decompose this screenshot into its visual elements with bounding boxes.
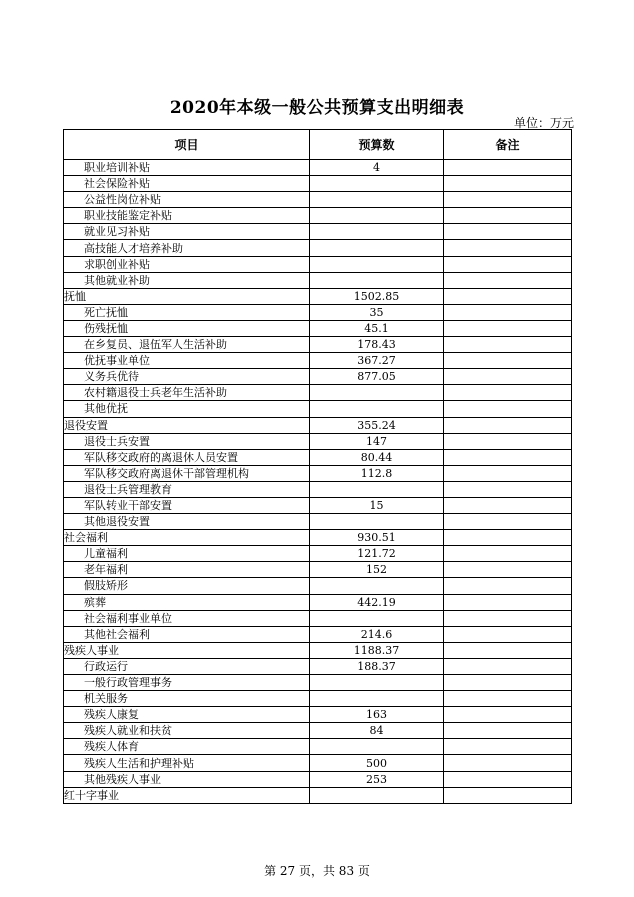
row-remark xyxy=(444,337,572,353)
row-amount xyxy=(310,610,444,626)
row-remark xyxy=(444,546,572,562)
row-amount: 4 xyxy=(310,160,444,176)
row-remark xyxy=(444,610,572,626)
row-item-label: 职业培训补贴 xyxy=(64,160,310,176)
table-row xyxy=(64,739,572,755)
row-amount: 163 xyxy=(310,707,444,723)
row-remark xyxy=(444,385,572,401)
row-item-label: 军队移交政府的离退休人员安置 xyxy=(64,449,310,465)
row-amount xyxy=(310,192,444,208)
table-row xyxy=(64,594,572,610)
row-item-label: 退役士兵安置 xyxy=(64,433,310,449)
row-remark xyxy=(444,417,572,433)
table-row xyxy=(64,723,572,739)
row-amount xyxy=(310,385,444,401)
row-amount: 45.1 xyxy=(310,320,444,336)
page-number: 第 27 页，共 83 页 xyxy=(264,864,370,878)
column-header-item: 项目 xyxy=(64,130,310,160)
row-item-label: 一般行政管理事务 xyxy=(64,675,310,691)
row-amount: 930.51 xyxy=(310,530,444,546)
row-remark xyxy=(444,240,572,256)
row-amount: 15 xyxy=(310,497,444,513)
table-row xyxy=(64,224,572,240)
row-amount: 367.27 xyxy=(310,353,444,369)
table-row xyxy=(64,691,572,707)
row-item-label: 伤残抚恤 xyxy=(64,320,310,336)
table-row xyxy=(64,465,572,481)
table-row xyxy=(64,578,572,594)
row-amount: 121.72 xyxy=(310,546,444,562)
page-title: 2020年本级一般公共预算支出明细表 xyxy=(169,98,465,118)
unit-label: 单位：万元 xyxy=(513,116,574,130)
table-row xyxy=(64,353,572,369)
row-amount: 35 xyxy=(310,304,444,320)
table-header-row xyxy=(64,130,572,160)
row-item-label: 残疾人体育 xyxy=(64,739,310,755)
row-item-label: 抚恤 xyxy=(64,288,310,304)
row-remark xyxy=(444,530,572,546)
row-amount: 877.05 xyxy=(310,369,444,385)
row-remark xyxy=(444,578,572,594)
row-amount: 80.44 xyxy=(310,449,444,465)
row-amount xyxy=(310,481,444,497)
row-remark xyxy=(444,401,572,417)
row-remark xyxy=(444,739,572,755)
row-amount xyxy=(310,176,444,192)
row-remark xyxy=(444,433,572,449)
row-item-label: 社会福利 xyxy=(64,530,310,546)
table-row xyxy=(64,497,572,513)
table-row xyxy=(64,401,572,417)
table-row xyxy=(64,562,572,578)
row-item-label: 殡葬 xyxy=(64,594,310,610)
row-item-label: 高技能人才培养补助 xyxy=(64,240,310,256)
table-row xyxy=(64,369,572,385)
row-remark xyxy=(444,707,572,723)
row-amount: 500 xyxy=(310,755,444,771)
row-item-label: 职业技能鉴定补贴 xyxy=(64,208,310,224)
row-item-label: 机关服务 xyxy=(64,691,310,707)
table-row xyxy=(64,514,572,530)
row-remark xyxy=(444,658,572,674)
row-amount xyxy=(310,224,444,240)
table-row xyxy=(64,288,572,304)
row-item-label: 儿童福利 xyxy=(64,546,310,562)
row-amount: 214.6 xyxy=(310,626,444,642)
table-row xyxy=(64,626,572,642)
table-row xyxy=(64,610,572,626)
table-row xyxy=(64,160,572,176)
row-amount: 253 xyxy=(310,771,444,787)
row-item-label: 军队移交政府离退休干部管理机构 xyxy=(64,465,310,481)
table-row xyxy=(64,385,572,401)
row-amount: 1188.37 xyxy=(310,642,444,658)
table-row xyxy=(64,417,572,433)
table-row xyxy=(64,658,572,674)
row-remark xyxy=(444,497,572,513)
row-item-label: 假肢矫形 xyxy=(64,578,310,594)
row-item-label: 老年福利 xyxy=(64,562,310,578)
table-row xyxy=(64,320,572,336)
row-remark xyxy=(444,626,572,642)
table-body xyxy=(64,160,572,804)
row-item-label: 死亡抚恤 xyxy=(64,304,310,320)
row-remark xyxy=(444,224,572,240)
row-item-label: 社会保险补贴 xyxy=(64,176,310,192)
row-remark xyxy=(444,208,572,224)
table-row xyxy=(64,208,572,224)
row-remark xyxy=(444,320,572,336)
table-row xyxy=(64,675,572,691)
row-amount: 188.37 xyxy=(310,658,444,674)
row-remark xyxy=(444,176,572,192)
table-row xyxy=(64,240,572,256)
row-item-label: 社会福利事业单位 xyxy=(64,610,310,626)
column-header-amount: 预算数 xyxy=(310,130,444,160)
row-remark xyxy=(444,514,572,530)
row-item-label: 退役安置 xyxy=(64,417,310,433)
table-row xyxy=(64,304,572,320)
row-amount: 442.19 xyxy=(310,594,444,610)
row-remark xyxy=(444,481,572,497)
row-remark xyxy=(444,787,572,803)
row-item-label: 其他残疾人事业 xyxy=(64,771,310,787)
row-item-label: 其他就业补助 xyxy=(64,272,310,288)
row-remark xyxy=(444,755,572,771)
row-item-label: 在乡复员、退伍军人生活补助 xyxy=(64,337,310,353)
row-remark xyxy=(444,723,572,739)
table-row xyxy=(64,256,572,272)
row-item-label: 公益性岗位补贴 xyxy=(64,192,310,208)
row-remark xyxy=(444,369,572,385)
row-remark xyxy=(444,675,572,691)
row-item-label: 其他优抚 xyxy=(64,401,310,417)
row-remark xyxy=(444,691,572,707)
table-row xyxy=(64,546,572,562)
row-item-label: 求职创业补贴 xyxy=(64,256,310,272)
row-item-label: 优抚事业单位 xyxy=(64,353,310,369)
row-amount: 1502.85 xyxy=(310,288,444,304)
row-remark xyxy=(444,771,572,787)
row-amount: 355.24 xyxy=(310,417,444,433)
row-item-label: 义务兵优待 xyxy=(64,369,310,385)
row-item-label: 残疾人康复 xyxy=(64,707,310,723)
table-row xyxy=(64,642,572,658)
table-row xyxy=(64,192,572,208)
row-remark xyxy=(444,594,572,610)
row-remark xyxy=(444,160,572,176)
table-row xyxy=(64,272,572,288)
row-amount xyxy=(310,739,444,755)
row-remark xyxy=(444,304,572,320)
table-row xyxy=(64,176,572,192)
row-amount xyxy=(310,691,444,707)
row-amount xyxy=(310,208,444,224)
row-item-label: 农村籍退役士兵老年生活补助 xyxy=(64,385,310,401)
row-remark xyxy=(444,449,572,465)
row-amount xyxy=(310,256,444,272)
row-item-label: 红十字事业 xyxy=(64,787,310,803)
row-item-label: 其他退役安置 xyxy=(64,514,310,530)
table-row xyxy=(64,755,572,771)
row-item-label: 就业见习补贴 xyxy=(64,224,310,240)
row-amount: 178.43 xyxy=(310,337,444,353)
table-row xyxy=(64,433,572,449)
budget-table xyxy=(63,129,572,804)
row-remark xyxy=(444,192,572,208)
row-item-label: 退役士兵管理教育 xyxy=(64,481,310,497)
row-amount: 152 xyxy=(310,562,444,578)
table-row xyxy=(64,530,572,546)
row-amount xyxy=(310,401,444,417)
table-row xyxy=(64,787,572,803)
row-item-label: 残疾人事业 xyxy=(64,642,310,658)
row-remark xyxy=(444,288,572,304)
row-item-label: 军队转业干部安置 xyxy=(64,497,310,513)
column-header-remark: 备注 xyxy=(444,130,572,160)
row-item-label: 残疾人生活和护理补贴 xyxy=(64,755,310,771)
row-amount: 84 xyxy=(310,723,444,739)
row-remark xyxy=(444,562,572,578)
table-row xyxy=(64,771,572,787)
row-amount xyxy=(310,272,444,288)
table-row xyxy=(64,337,572,353)
row-amount xyxy=(310,578,444,594)
row-amount: 112.8 xyxy=(310,465,444,481)
table-row xyxy=(64,707,572,723)
row-remark xyxy=(444,465,572,481)
row-item-label: 残疾人就业和扶贫 xyxy=(64,723,310,739)
row-item-label: 行政运行 xyxy=(64,658,310,674)
row-remark xyxy=(444,256,572,272)
row-amount xyxy=(310,675,444,691)
row-remark xyxy=(444,272,572,288)
table-row xyxy=(64,481,572,497)
row-item-label: 其他社会福利 xyxy=(64,626,310,642)
row-amount xyxy=(310,787,444,803)
row-amount xyxy=(310,240,444,256)
row-remark xyxy=(444,353,572,369)
table-row xyxy=(64,449,572,465)
row-remark xyxy=(444,642,572,658)
row-amount: 147 xyxy=(310,433,444,449)
row-amount xyxy=(310,514,444,530)
